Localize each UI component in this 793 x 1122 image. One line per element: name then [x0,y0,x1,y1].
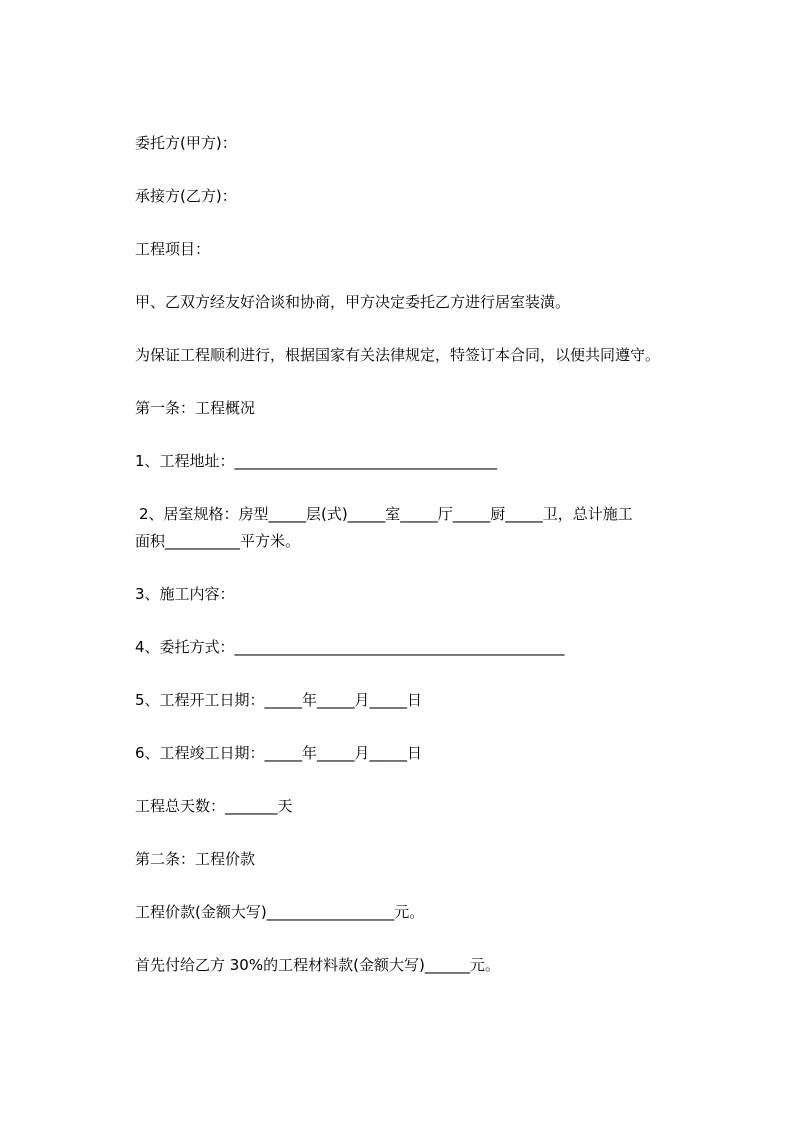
item-completion-date: 6、工程竣工日期：_____年_____月_____日 [135,744,423,762]
project-line: 工程项目： [135,240,211,258]
contractor-party-line: 承接方(乙方)： [135,187,237,205]
advance-payment-line: 首先付给乙方 30%的工程材料款(金额大写)______元。 [135,956,500,974]
item-construction-content: 3、施工内容： [135,585,235,603]
client-party-line: 委托方(甲方)： [135,134,237,152]
total-days-line: 工程总天数：_______天 [135,797,293,815]
item-commission-method: 4、委托方式：____________________________________________ [135,638,565,656]
article-two-heading: 第二条：工程价款 [135,850,256,868]
project-price-line: 工程价款(金额大写)_________________元。 [135,903,425,921]
intro-paragraph: 甲、乙双方经友好洽谈和协商，甲方决定委托乙方进行居室装潢。 [135,293,571,311]
item-room-spec-line2: 面积__________平方米。 [135,532,301,550]
item-project-address: 1、工程地址：___________________________________ [135,452,498,470]
article-one-heading: 第一条：工程概况 [135,399,256,417]
purpose-paragraph: 为保证工程顺利进行，根据国家有关法律规定，特签订本合同，以便共同遵守。 [135,346,661,364]
item-start-date: 5、工程开工日期：_____年_____月_____日 [135,691,423,709]
item-room-spec-line1: 2、居室规格：房型_____层(式)_____室_____厅_____厨_____卫，总计施工 [139,505,633,523]
